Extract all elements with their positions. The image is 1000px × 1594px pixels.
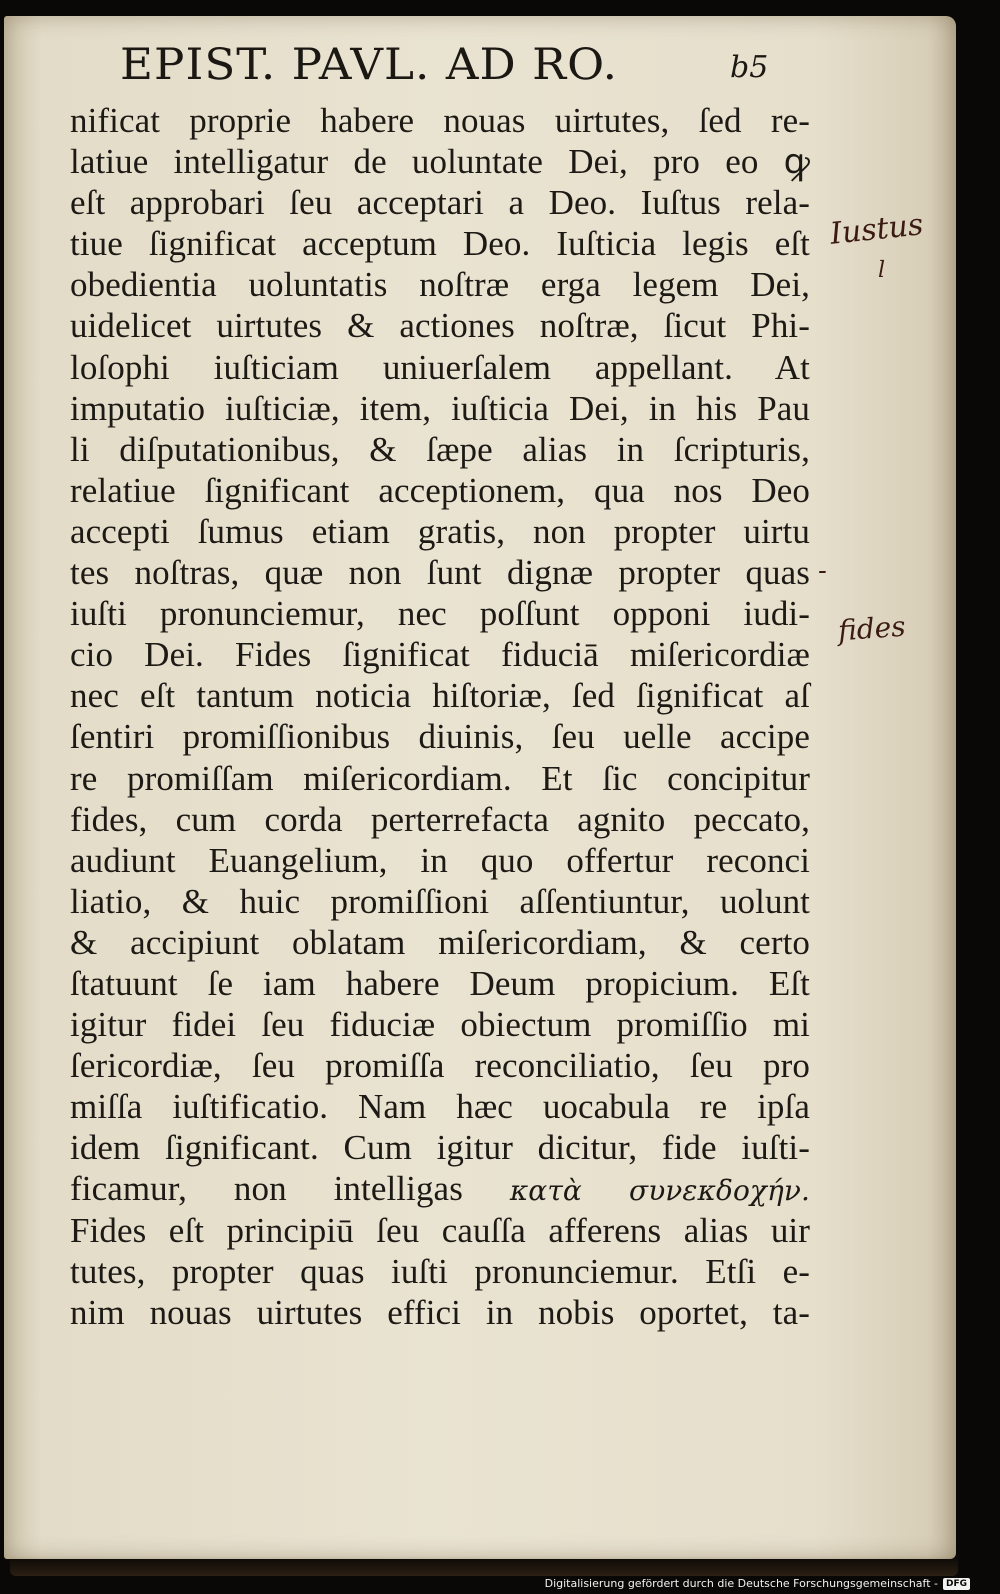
text-line: tutes, propter quas iuſti pronunciemur. Etſi e- [70, 1251, 810, 1291]
text-line: tes noſtras, quæ non ſunt dignæ propter quas [70, 553, 810, 593]
text-line: eſt approbari ſeu acceptari a Deo. Iuſtus rela- [70, 183, 810, 223]
text-line: uidelicet uirtutes & actiones noſtræ, ſicut Phi- [70, 306, 810, 346]
body-text [70, 100, 810, 1333]
text-line: igitur fidei ſeu fiduciæ obiectum promiſſio mi [70, 1005, 810, 1045]
text-line: iuſti pronunciemur, nec poſſunt opponi iudi- [70, 594, 810, 634]
text-line: imputatio iuſticiæ, item, iuſticia Dei, in his Pau [70, 388, 810, 428]
text-line: tiue ſignificat acceptum Deo. Iuſticia legis eſt [70, 224, 810, 264]
handwritten-margin-note: fides [836, 609, 907, 648]
handwritten-margin-note: Iustus [828, 207, 925, 252]
text-line: Fides eſt principiū ſeu cauſſa afferens alias uir [70, 1210, 810, 1250]
text-line: miſſa iuſtificatio. Nam hæc uocabula re ipſa [70, 1087, 810, 1127]
text-line: fides, cum corda perterrefacta agnito peccato, [70, 799, 810, 839]
folio-signature: b5 [730, 50, 769, 85]
text-line: obedientia uoluntatis noſtræ erga legem Dei, [70, 265, 810, 305]
text-line: nec eſt tantum noticia hiſtoriæ, ſed ſignificat aſ [70, 676, 810, 716]
text-line: idem ſignificant. Cum igitur dicitur, fide iuſti- [70, 1128, 810, 1168]
text-line: re promiſſam miſericordiam. Et ſic concipitur [70, 758, 810, 798]
text-line: loſophi iuſticiam uniuerſalem appellant. At [70, 347, 810, 387]
text-line: nificat proprie habere nouas uirtutes, ſed re- [70, 101, 810, 140]
text-line: liatio, & huic promiſſioni aſſentiuntur, uolunt [70, 881, 810, 921]
text-line: audiunt Euangelium, in quo offertur reconci [70, 840, 810, 880]
handwritten-margin-mark: l [878, 258, 886, 283]
footer-credit: Digitalisierung gefördert durch die Deutsche Forschungsgemeinschaft - [544, 1577, 938, 1590]
text-line: relatiue ſignificant acceptionem, qua nos Deo [70, 470, 810, 510]
text-line: latiue intelligatur de uoluntate Dei, pro eo ꝙ [70, 142, 810, 182]
text-line: ſentiri promiſſionibus diuinis, ſeu uelle accipe [70, 717, 810, 757]
text-line: ſericordiæ, ſeu promiſſa reconciliatio, ſeu pro [70, 1046, 810, 1086]
text-line: accepti ſumus etiam gratis, non propter uirtu [70, 511, 810, 551]
digitization-footer [545, 1577, 970, 1590]
text-line: cio Dei. Fides ſignificat fiduciā miſericordiæ [70, 635, 810, 675]
text-line: nim nouas uirtutes effici in nobis oportet, ta- [70, 1292, 810, 1332]
text-line: li diſputationibus, & ſæpe alias in ſcripturis, [70, 429, 810, 469]
dfg-logo: DFG [943, 1578, 970, 1590]
running-head: EPIST. PAVL. AD RO. [120, 40, 618, 90]
text-segment: ficamur, non intelligas [70, 1169, 463, 1209]
handwritten-margin-dash: - [818, 556, 827, 586]
page-bottom-edge [10, 1556, 958, 1576]
greek-phrase: κατὰ συνεκδοχήν. [509, 1174, 810, 1208]
text-line: ſtatuunt ſe iam habere Deum propicium. Eſt [70, 963, 810, 1003]
text-line: & accipiunt oblatam miſericordiam, & certo [70, 922, 810, 962]
text-line-with-greek [70, 1168, 810, 1209]
